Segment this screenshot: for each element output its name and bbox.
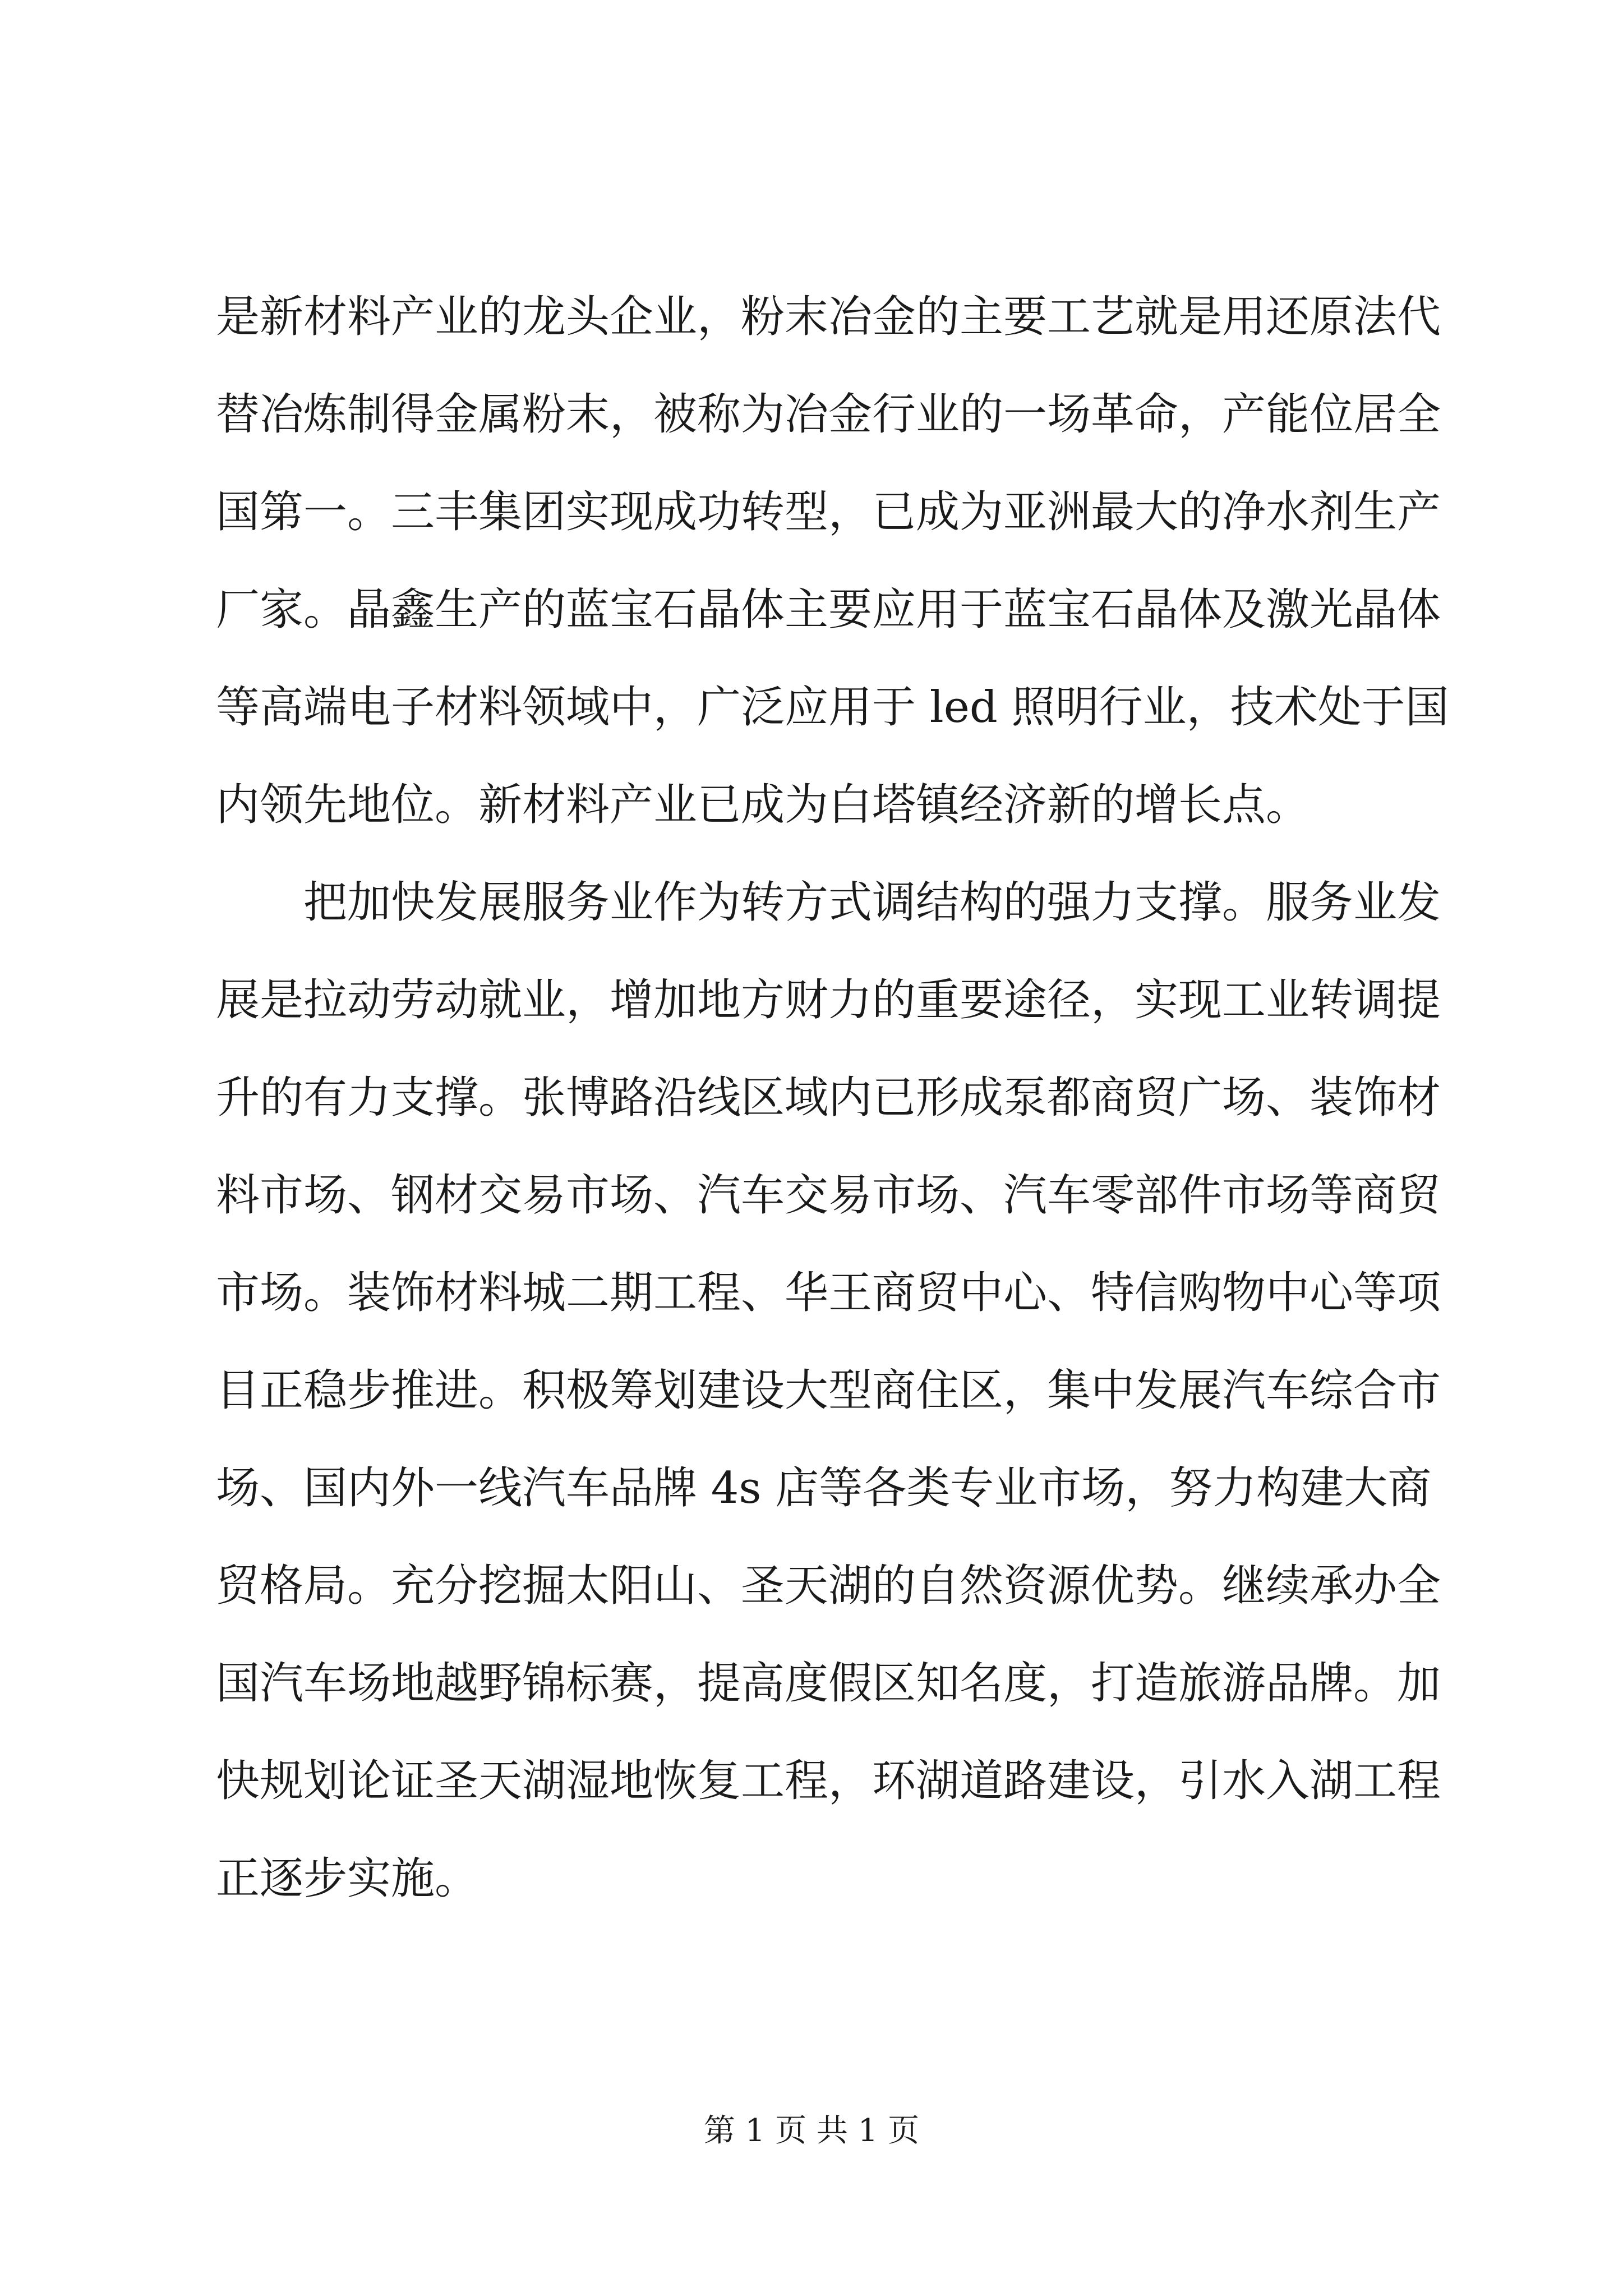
text-line: 国第一。三丰集团实现成功转型，已成为亚洲最大的净水剂生产 [216,487,1441,537]
text-line: 国汽车场地越野锦标赛，提高度假区知名度，打造旅游品牌。加 [216,1658,1441,1709]
text-line: 是新材料产业的龙头企业，粉末冶金的主要工艺就是用还原法代 [216,292,1441,342]
paragraph-1 [216,268,1449,854]
text-line: 把加快发展服务业作为转方式调结构的强力支撑。服务业发 [303,877,1441,928]
text-line: 正逐步实施。 [216,1853,479,1904]
text-line: 展是拉动劳动就业，增加地方财力的重要途径，实现工业转调提 [216,975,1441,1025]
paragraph-2 [216,854,1441,1927]
text-line: 目正稳步推进。积极筹划建设大型商住区，集中发展汽车综合市 [216,1365,1441,1416]
text-line: 场、国内外一线汽车品牌 4s 店等各类专业市场，努力构建大商 [216,1463,1432,1513]
page-footer: 第 1 页 共 1 页 [703,2113,920,2149]
text-line: 替冶炼制得金属粉末，被称为冶金行业的一场革命，产能位居全 [216,389,1441,440]
text-line: 料市场、钢材交易市场、汽车交易市场、汽车零部件市场等商贸 [216,1170,1441,1221]
text-line: 内领先地位。新材料产业已成为白塔镇经济新的增长点。 [216,780,1310,830]
text-line: 贸格局。充分挖掘太阳山、圣天湖的自然资源优势。继续承办全 [216,1561,1441,1611]
text-line: 市场。装饰材料城二期工程、华王商贸中心、特信购物中心等项 [216,1268,1441,1318]
text-line: 升的有力支撑。张博路沿线区域内已形成泵都商贸广场、装饰材 [216,1073,1441,1123]
text-line: 快规划论证圣天湖湿地恢复工程，环湖道路建设，引水入湖工程 [216,1756,1441,1806]
text-line: 厂家。晶鑫生产的蓝宝石晶体主要应用于蓝宝石晶体及激光晶体 [216,585,1441,635]
text-line: 等高端电子材料领域中，广泛应用于 led 照明行业，技术处于国 [216,682,1449,733]
document-body [216,268,1449,1927]
